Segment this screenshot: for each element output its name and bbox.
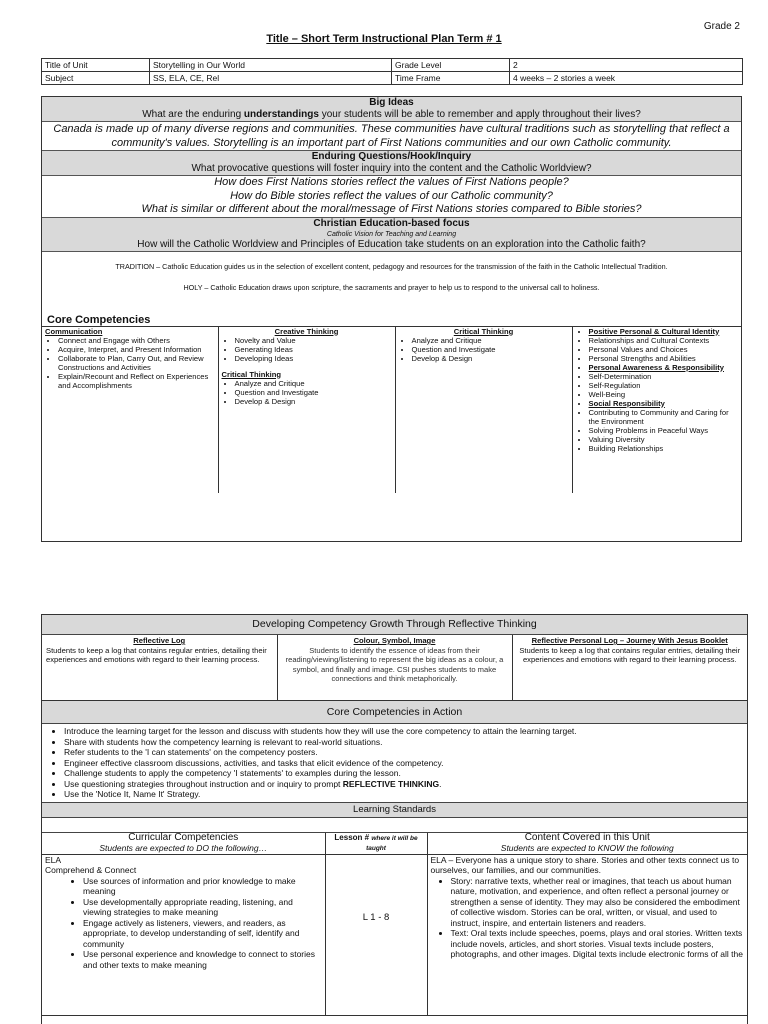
action-heading: Core Competencies in Action — [42, 701, 747, 724]
list-item: • Self-Determination — [589, 372, 739, 381]
list-item: • Developing Ideas — [235, 354, 392, 363]
list-item: • Question and Investigate — [412, 345, 569, 354]
list-item: • Use questioning strategies throughout instruction and or inquiry to prompt REFLECTIVE THINKING. — [64, 779, 747, 790]
list-item: • Analyze and Critique — [235, 379, 392, 388]
list-item: • Share with students how the competency learning is relevant to real-world situations. — [64, 737, 747, 748]
learning-standards-table — [42, 833, 747, 1016]
list-item: • Challenge students to apply the competency 'I statements' to examples during the lesson. — [64, 768, 747, 779]
lesson-head-cell — [325, 833, 427, 855]
communication-cell — [42, 326, 218, 493]
table-row — [42, 72, 743, 85]
cc-head-cell — [42, 833, 325, 855]
list-item: • Acquire, Interpret, and Present Information — [58, 345, 215, 354]
list-item: • Analyze and Critique — [412, 336, 569, 345]
table-row — [42, 326, 741, 493]
grade-level-label: Grade Level — [392, 59, 510, 72]
developing-heading: Developing Competency Growth Through Reflective Thinking — [42, 615, 747, 635]
christian-heading: Christian Education-based focus — [313, 217, 470, 229]
content-heading: Content Covered in this Unit — [524, 831, 650, 843]
time-frame-label: Time Frame — [392, 72, 510, 85]
subject-name: ELA — [45, 854, 62, 865]
tradition-text: TRADITION – Catholic Education guides us in the selection of excellent content, pedagogy and resources for the transmission of the faith in the Catholic Intellectual Tradition. — [115, 261, 668, 271]
competency-growth-box — [41, 614, 748, 1024]
journey-log-heading: Reflective Personal Log – Journey With Jesus Booklet — [531, 636, 728, 645]
content-subheading: Students are expected to KNOW the following — [500, 843, 674, 853]
critical-sub-heading: Critical Thinking — [221, 369, 281, 379]
curricular-cell — [42, 854, 325, 1015]
unit-value: Storytelling in Our World — [150, 59, 392, 72]
creative-cell — [218, 326, 395, 493]
list-item: • Self-Regulation — [589, 381, 739, 390]
big-ideas-question: What are the enduring understandings your students will be able to remember and apply throughout their lives? — [142, 109, 641, 120]
list-item: • Text: Oral texts include speeches, poems, plays and oral stories. Written texts include novels, articles, and short stories. Visual texts include posters, photographs, and other images. Digital texts include electronic forms of all the — [451, 928, 745, 960]
big-ideas-band — [42, 97, 741, 122]
learning-standards-heading: Learning Standards — [42, 803, 747, 818]
enduring-line: How does First Nations stories reflect the values of First Nations people? — [214, 176, 569, 188]
big-ideas-heading: Big Ideas — [369, 97, 414, 108]
planning-box — [41, 96, 742, 542]
content-intro: ELA – Everyone has a unique story to share. Stories and other texts connect us to ourselves, our families, and our communities. — [430, 854, 740, 875]
table-row — [42, 854, 747, 1015]
enduring-answers — [42, 176, 741, 218]
table-row — [42, 635, 747, 701]
core-competencies-table — [42, 326, 741, 493]
holy-text: HOLY – Catholic Education draws upon scripture, the sacraments and prayer to help us to respond to the universal call to holiness. — [183, 282, 600, 292]
enduring-line: What is similar or different about the moral/message of First Nations stories compared to Bible stories? — [141, 203, 642, 215]
enduring-band — [42, 151, 741, 176]
christian-subheading: Catholic Vision for Teaching and Learning — [326, 230, 457, 238]
list-item: • Novelty and Value — [235, 336, 392, 345]
spacer — [42, 818, 747, 833]
document-title: Title – Short Term Instructional Plan Term # 1 — [266, 33, 502, 45]
core-competencies-title: Core Competencies — [47, 313, 151, 326]
list-item: • Connect and Engage with Others — [58, 336, 215, 345]
list-item: • Use the 'Notice It, Name It' Strategy. — [64, 789, 747, 800]
unit-label: Title of Unit — [42, 59, 150, 72]
social-responsibility-heading: • Social Responsibility — [589, 399, 739, 408]
csi-cell — [277, 635, 512, 701]
personal-social-cell — [572, 326, 741, 493]
personal-awareness-heading: • Personal Awareness & Responsibility — [589, 363, 739, 372]
list-item: • Refer students to the 'I can statements' on the competency posters. — [64, 747, 747, 758]
table-row — [42, 833, 747, 855]
grade-level-value: 2 — [510, 59, 743, 72]
list-item: • Relationships and Cultural Contexts — [589, 336, 739, 345]
curricular-subheading: Students are expected to DO the following… — [99, 843, 268, 853]
list-item: • Use developmentally appropriate reading, listening, and viewing strategies to make meaning — [83, 897, 322, 918]
list-item: • Question and Investigate — [235, 388, 392, 397]
enduring-line: How do Bible stories reflect the values of our Catholic community? — [230, 189, 553, 202]
personal-identity-heading: • Positive Personal & Cultural Identity — [589, 327, 739, 336]
list-item: • Develop & Design — [412, 354, 569, 363]
action-list — [42, 726, 747, 803]
lesson-subheading: where it will be taught — [366, 834, 418, 852]
reflective-log-cell — [42, 635, 277, 701]
list-item: • Personal Strengths and Abilities — [589, 354, 739, 363]
list-item: • Building Relationships — [589, 444, 739, 453]
list-item: • Well-Being — [589, 390, 739, 399]
critical-heading: Critical Thinking — [453, 326, 514, 336]
curricular-heading: Curricular Competencies — [128, 831, 239, 843]
list-item: • Engineer effective classroom discussions, activities, and tasks that elicit evidence of the competency. — [64, 758, 747, 769]
list-item: • Solving Problems in Peaceful Ways — [589, 426, 739, 435]
reflective-log-heading: Reflective Log — [133, 636, 186, 645]
reflective-log-text: Students to keep a log that contains regular entries, detailing their experiences and emotions with regard to their learning process. — [46, 645, 267, 664]
list-item: • Use sources of information and prior knowledge to make meaning — [83, 876, 322, 897]
enduring-heading: Enduring Questions/Hook/Inquiry — [311, 151, 472, 162]
list-item: • Explain/Recount and Reflect on Experiences and Accomplishments — [58, 372, 215, 390]
list-item: • Generating Ideas — [235, 345, 392, 354]
list-item: • Introduce the learning target for the lesson and discuss with students how they will use the core competency to attain the learning target. — [64, 726, 747, 737]
list-item: • Personal Values and Choices — [589, 345, 739, 354]
journey-log-cell — [512, 635, 747, 701]
list-item: • Contributing to Community and Caring for the Environment — [589, 408, 739, 426]
subject-label: Subject — [42, 72, 150, 85]
csi-heading: Colour, Symbol, Image — [353, 636, 436, 645]
lesson-heading: Lesson # — [334, 832, 370, 842]
reflection-table — [42, 635, 747, 701]
subject-value: SS, ELA, CE, Rel — [150, 72, 392, 85]
critical-cell — [395, 326, 572, 493]
csi-text: Students to identify the essence of ideas from their reading/viewing/listening to represent the big ideas as a colour, a symbol, and finally and image. CSI pushes students to make connections and think metaphorically. — [285, 645, 504, 683]
christian-band — [42, 218, 741, 252]
competency-group: Comprehend & Connect — [45, 865, 137, 875]
list-item: • Story: narrative texts, whether real or imagines, that teach us about human nature, motivation, and experience, and often reflect a personal journey or strengthen a sense of identity. They may also be considered the embodiment of collective wisdom. Stories can be oral, written, or visual, and used to instruct, inspire, and entertain listeners and readers. — [451, 876, 745, 929]
list-item: • Collaborate to Plan, Carry Out, and Review Constructions and Activities — [58, 354, 215, 372]
creative-heading: Creative Thinking — [274, 326, 339, 336]
christian-question: How will the Catholic Worldview and Principles of Education take students on an exploration into the Catholic faith? — [137, 238, 646, 250]
big-ideas-answer: Canada is made up of many diverse regions and communities. These communities have cultural traditions such as storytelling that reflect a community's values. Storytelling is an important part of First Nations communities and our own Catholic community. — [42, 122, 741, 151]
grade-label: Grade 2 — [703, 21, 740, 32]
table-row — [42, 59, 743, 72]
list-item: • Use personal experience and knowledge to connect to stories and other texts to make meaning — [83, 949, 322, 970]
content-cell — [427, 854, 747, 1015]
communication-heading: Communication — [45, 326, 103, 336]
lesson-number-cell: L 1 - 8 — [325, 854, 427, 1015]
content-head-cell — [427, 833, 747, 855]
unit-info-table — [41, 58, 743, 85]
enduring-question: What provocative questions will foster inquiry into the content and the Catholic Worldview? — [191, 163, 592, 174]
list-item: • Develop & Design — [235, 397, 392, 406]
list-item: • Valuing Diversity — [589, 435, 739, 444]
journey-log-text: Students to keep a log that contains regular entries, detailing their experiences and emotions with regard to their learning process. — [519, 645, 741, 664]
list-item: • Engage actively as listeners, viewers, and readers, as appropriate, to develop understanding of self, identify and community — [83, 918, 322, 950]
time-frame-value: 4 weeks – 2 stories a week — [510, 72, 743, 85]
